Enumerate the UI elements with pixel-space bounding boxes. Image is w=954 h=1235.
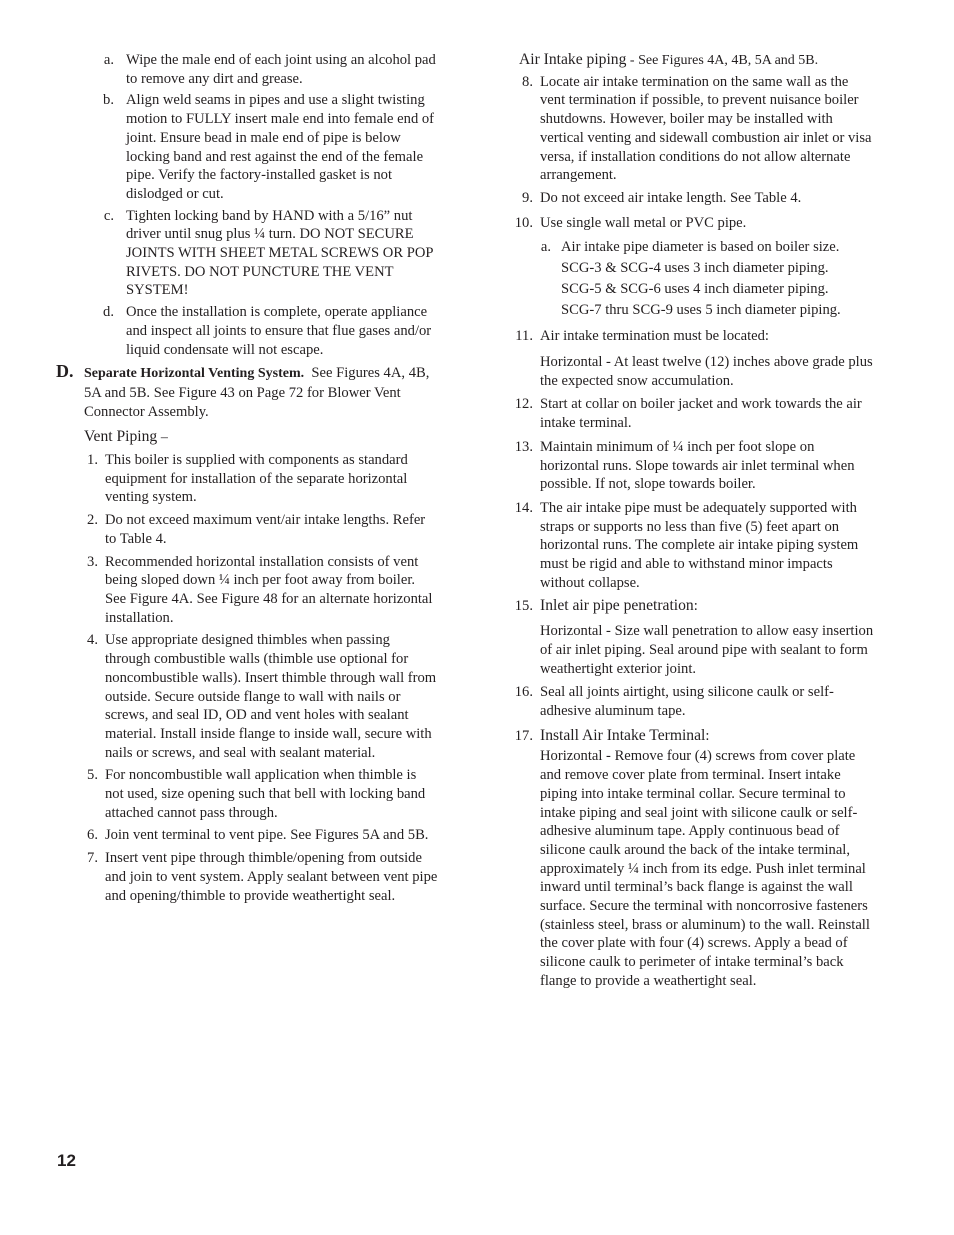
air-item-heading xyxy=(540,727,874,746)
air-item-marker: 9. xyxy=(522,189,533,206)
air-item-10 xyxy=(514,214,874,233)
air-item-text: The air intake pipe must be adequately supported with straps or supports no less than five (5) feet apart on horizontal runs. The complete air intake piping system must be rigid and able to withstand minor impacts without collapse. xyxy=(540,499,859,591)
air-item-8 xyxy=(522,73,874,185)
air-intake-rest: - See Figures 4A, 4B, 5A and 5B. xyxy=(626,53,819,68)
air-intake-heading xyxy=(519,51,874,71)
air-subitem-text: Air intake pipe diameter is based on boiler size. xyxy=(561,239,840,256)
vent-item-4 xyxy=(87,631,438,762)
step-marker: a. xyxy=(103,52,114,68)
air-item-11 xyxy=(515,327,874,390)
vent-item-marker: 5. xyxy=(87,767,98,784)
air-item-marker: 10. xyxy=(514,214,533,231)
vent-item-marker: 6. xyxy=(87,827,98,844)
vent-item-5 xyxy=(87,766,438,822)
air-item-text: Start at collar on boiler jacket and work towards the air intake terminal. xyxy=(540,396,862,432)
section-title: Separate Horizontal Venting System. xyxy=(84,366,305,382)
air-item-12 xyxy=(514,395,874,432)
air-item-heading xyxy=(540,597,874,616)
air-item-detail: Horizontal - Size wall penetration to allow easy insertion of air inlet piping. Seal around pipe with sealant to form weathertight exterior joint. xyxy=(540,623,874,677)
step-text: Align weld seams in pipes and use a slight twisting motion to FULLY insert male end into female end of joint. Ensure bead in male end of pipe is below locking band and rest against the end of the female pipe. Verify the factory-installed gasket is not dislodged or cut. xyxy=(126,92,435,202)
step-text: Once the installation is complete, operate appliance and inspect all joints to ensure that flue gases and/or liquid condensate will not escape. xyxy=(126,304,432,358)
step-item-b xyxy=(103,91,438,203)
air-item-marker: 17. xyxy=(514,727,533,744)
vent-item-text: Join vent terminal to vent pipe. See Figures 5A and 5B. xyxy=(105,827,429,844)
step-item-c xyxy=(103,207,438,301)
air-item-text: Seal all joints airtight, using silicone caulk or self-adhesive aluminum tape. xyxy=(540,684,834,719)
pipe-size-line: SCG-3 & SCG-4 uses 3 inch diameter piping. xyxy=(561,260,829,277)
vent-item-3 xyxy=(87,553,438,628)
air-item-colon: : xyxy=(705,727,710,744)
air-item-label: Install Air Intake Terminal xyxy=(540,726,706,744)
air-intake-list xyxy=(514,73,874,991)
air-item-14 xyxy=(514,499,874,593)
air-item-marker: 16. xyxy=(514,684,533,701)
air-item-text: Maintain minimum of ¼ inch per foot slope on horizontal runs. Slope towards air inlet terminal when possible. If not, slope towards boiler. xyxy=(540,438,855,493)
pipe-size-line: SCG-7 thru SCG-9 uses 5 inch diameter piping. xyxy=(561,302,841,319)
section-letter: D. xyxy=(56,361,74,382)
air-item-marker: 14. xyxy=(514,499,533,516)
air-subitem-marker: a. xyxy=(540,239,551,256)
section-text: See Figures 4A, 4B, 5A and 5B. See Figure 43 on Page 72 for Blower Vent Connector Assembly. xyxy=(84,365,430,420)
air-item-marker: 13. xyxy=(514,438,533,455)
step-marker: b. xyxy=(103,92,114,109)
vent-item-1 xyxy=(87,451,438,507)
pipe-size-line: SCG-5 & SCG-6 uses 4 inch diameter piping. xyxy=(561,281,829,298)
right-column xyxy=(512,51,874,991)
air-item-text: Air intake termination must be located: xyxy=(540,328,769,345)
step-marker: c. xyxy=(103,207,114,224)
air-item-text: Do not exceed air intake length. See Table 4. xyxy=(540,189,802,206)
air-item-label: Inlet air pipe penetration xyxy=(540,597,694,615)
vent-piping-label: Vent Piping xyxy=(84,428,158,446)
air-item-marker: 11. xyxy=(515,328,533,345)
air-item-17 xyxy=(514,726,874,991)
step-text: Wipe the male end of each joint using an alcohol pad to remove any dirt and grease. xyxy=(126,52,436,87)
air-item-detail: Horizontal - Remove four (4) screws from cover plate and remove cover plate from terminal. Insert intake piping into intake terminal collar. Secure terminal to intake piping and seal joint with silicone caulk or self-adhesive aluminum tape. Apply continuous bead of silicone caulk around the back of the intake terminal, approximately ¼ inch from its edge. Push inlet terminal inward until terminal’s back flange is against the wall surface. Secure the terminal with noncorrosive fasteners (stainless steel, brass or aluminum) to the wall. Reinstall the cover plate with four (4) screws. Apply a bead of silicone caulk to perimeter of intake terminal’s back flange to provide a weathertight seal. xyxy=(540,748,870,989)
vent-item-marker: 3. xyxy=(87,553,98,570)
vent-piping-list xyxy=(87,451,438,905)
air-item-marker: 8. xyxy=(522,73,533,90)
air-item-15 xyxy=(514,597,874,678)
air-item-detail: Horizontal - At least twelve (12) inches above grade plus the expected snow accumulation. xyxy=(540,354,873,389)
air-item-text: Locate air intake termination on the same wall as the vent termination if possible, to prevent nuisance boiler shutdowns. However, boiler may be installed with vertical venting and sidewall combustion air inlet or visa versa, if installation conditions do not allow alternate arrangement. xyxy=(540,73,872,184)
step-text: Tighten locking band by HAND with a 5/16” nut driver until snug plus ¼ turn. DO NOT SECURE JOINTS WITH SHEET METAL SCREWS OR POP RIVETS. DO NOT PUNCTURE THE VENT SYSTEM! xyxy=(126,207,433,299)
vent-item-marker: 2. xyxy=(87,512,98,529)
air-intake-label: Air Intake piping xyxy=(519,51,627,68)
vent-item-text: For noncombustible wall application when thimble is not used, size opening such that bell with locking band attached cannot pass through. xyxy=(105,767,426,821)
vent-item-text: Use appropriate designed thimbles when passing through combustible walls (thimble use optional for noncombustible walls). Insert thimble through wall from outside. Secure outside flange to wall with nails or screws, and seal ID, OD and vent holes with sealant material. Install inside flange to inside wall, secure with nails or screws, and seal with sealant material. xyxy=(105,632,437,761)
air-item-16 xyxy=(514,683,874,720)
step-item-a xyxy=(103,51,438,88)
vent-item-7 xyxy=(87,849,438,905)
vent-piping-heading xyxy=(84,428,438,448)
air-item-marker: 12. xyxy=(514,396,533,413)
vent-item-marker: 7. xyxy=(87,850,98,867)
air-item-10a xyxy=(540,237,874,321)
step-marker: d. xyxy=(103,304,114,321)
air-item-text: Use single wall metal or PVC pipe. xyxy=(540,214,747,231)
air-item-13 xyxy=(514,438,874,494)
vent-item-marker: 4. xyxy=(87,632,98,649)
left-column xyxy=(56,51,438,905)
section-d-heading xyxy=(56,361,438,421)
vent-piping-dash: – xyxy=(160,430,168,446)
air-item-marker: 15. xyxy=(514,598,533,615)
page-number: 12 xyxy=(57,1151,76,1170)
air-item-colon: : xyxy=(693,598,698,615)
vent-item-6 xyxy=(87,826,438,845)
joint-steps-list xyxy=(103,51,438,359)
vent-item-text: Do not exceed maximum vent/air intake lengths. Refer to Table 4. xyxy=(105,512,426,547)
vent-item-text: Recommended horizontal installation consists of vent being sloped down ¼ inch per foot away from boiler. See Figure 4A. See Figure 48 for an alternate horizontal installation. xyxy=(105,553,433,626)
vent-item-text: This boiler is supplied with components as standard equipment for installation of the separate horizontal venting system. xyxy=(105,452,408,506)
vent-item-text: Insert vent pipe through thimble/opening from outside and join to vent system. Apply sealant between vent pipe and opening/thimble to provide weathertight seal. xyxy=(105,850,438,904)
step-item-d xyxy=(103,303,438,359)
air-item-9 xyxy=(522,189,874,208)
vent-item-marker: 1. xyxy=(87,452,98,469)
vent-item-2 xyxy=(87,511,438,548)
